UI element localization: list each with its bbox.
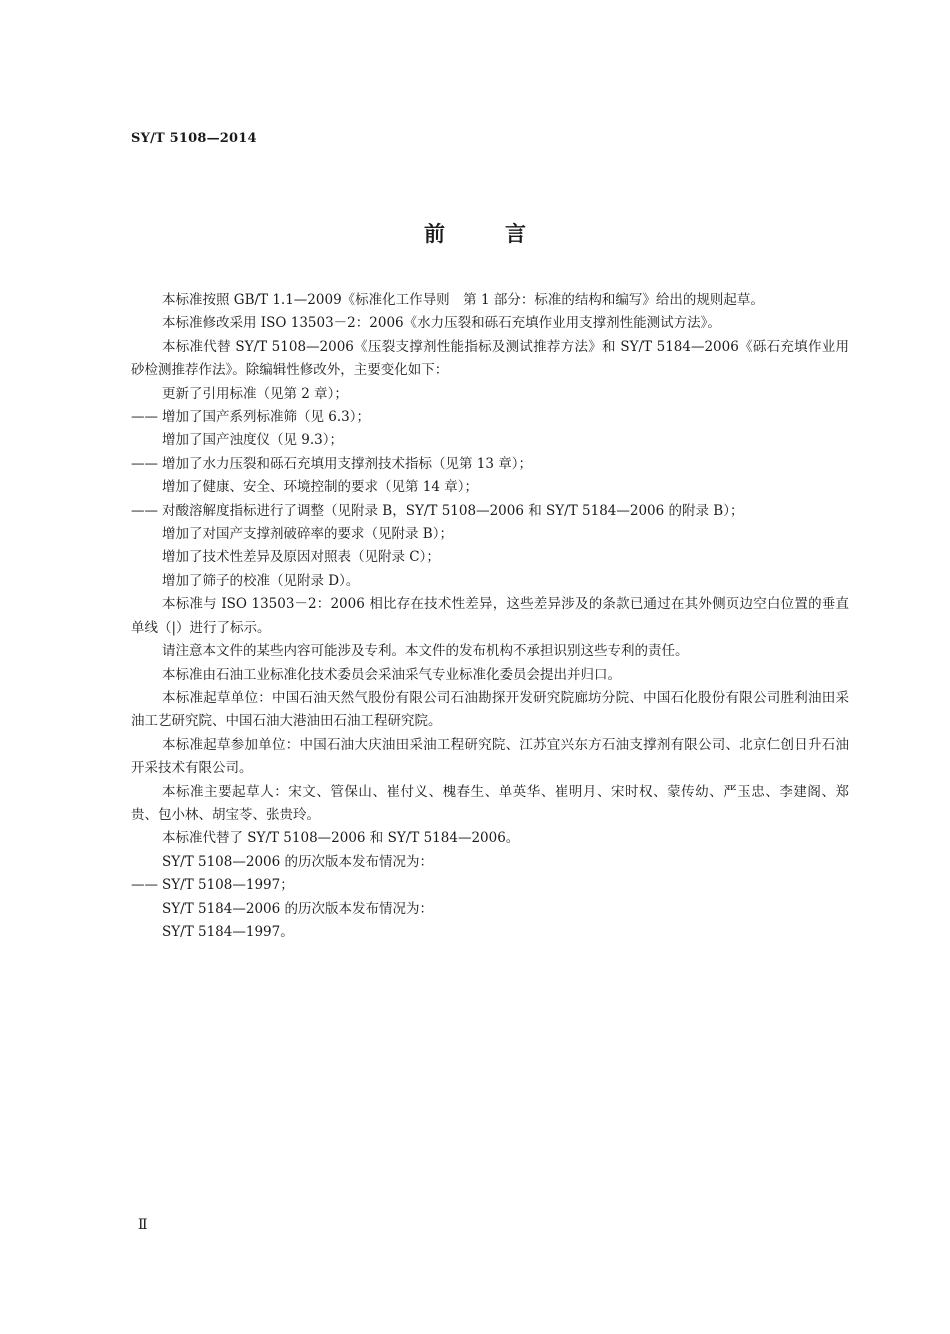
paragraph-history-5108: SY/T 5108—2006 的历次版本发布情况为：	[162, 853, 434, 870]
history-item-text: SY/T 5108—1997；	[162, 877, 294, 894]
dash-marker: ——	[131, 502, 158, 519]
paragraph-history-5184: SY/T 5184—2006 的历次版本发布情况为：	[162, 900, 434, 917]
paragraph-replacement: 本标准代替 SY/T 5108—2006《压裂支撑剂性能指标及测试推荐方法》和 SY/T 5184—2006《砾石充填作业用砂检测推荐作法》。除编辑性修改外，主要变化如下：	[131, 338, 849, 379]
paragraph-adoption: 本标准修改采用 ISO 13503－2：2006《水力压裂和砾石充填作业用支撑剂性能测试方法》。	[162, 315, 721, 332]
change-item: 增加了对国产支撑剂破碎率的要求（见附录 B）；	[162, 526, 453, 543]
change-item-text: 增加了水力压裂和砾石充填用支撑剂技术指标（见第 13 章）；	[162, 455, 533, 472]
paragraph-drafting-rules: 本标准按照 GB/T 1.1—2009《标准化工作导则 第 1 部分：标准的结构和编写》给出的规则起草。	[162, 292, 764, 308]
change-item: 增加了筛子的校准（见附录 D）。	[162, 572, 360, 589]
paragraph-drafting-units: 本标准起草单位：中国石油天然气股份有限公司石油勘探开发研究院廊坊分院、中国石化股份有限公司胜利油田采油工艺研究院、中国石油大港油田石油工程研究院。	[131, 689, 849, 730]
title-char-2: 言	[505, 222, 526, 246]
history-item	[131, 874, 849, 897]
change-item-text: 对酸溶解度指标进行了调整（见附录 B，SY/T 5108—2006 和 SY/T 5184—2006 的附录 B）；	[162, 502, 744, 519]
paragraph-drafters: 本标准主要起草人：宋文、管保山、崔付义、槐春生、单英华、崔明月、宋时权、蒙传幼、严玉忠、李建阁、郑贵、包小林、胡宝苓、张贵玲。	[131, 783, 849, 823]
paragraph-patent-notice: 请注意本文件的某些内容可能涉及专利。本文件的发布机构不承担识别这些专利的责任。	[162, 643, 689, 660]
page-number: Ⅱ	[138, 1217, 148, 1233]
change-item-text: 增加了国产系列标准筛（见 6.3）；	[162, 409, 371, 426]
paragraph-participating-units: 本标准起草参加单位：中国石油大庆油田采油工程研究院、江苏宜兴东方石油支撑剂有限公司、北京仁创日升石油开采技术有限公司。	[131, 736, 849, 777]
foreword-body	[131, 289, 849, 944]
dash-marker: ——	[131, 877, 158, 894]
change-item: 更新了引用标准（见第 2 章）；	[162, 385, 348, 402]
change-item	[131, 453, 849, 476]
change-item: 增加了健康、安全、环境控制的要求（见第 14 章）；	[162, 479, 479, 496]
change-item: 增加了国产浊度仪（见 9.3）；	[162, 432, 344, 449]
standard-code: SY/T 5108—2014	[131, 131, 257, 146]
dash-marker: ——	[131, 409, 158, 426]
paragraph-replaces: 本标准代替了 SY/T 5108—2006 和 SY/T 5184—2006。	[162, 830, 520, 847]
change-item	[131, 500, 849, 523]
paragraph-technical-differences: 本标准与 ISO 13503－2：2006 相比存在技术性差异，这些差异涉及的条款已通过在其外侧页边空白位置的垂直单线（|）进行了标示。	[131, 596, 849, 636]
change-item	[131, 406, 849, 429]
title-char-1: 前	[424, 222, 445, 246]
paragraph-proposer: 本标准由石油工业标准化技术委员会采油采气专业标准化委员会提出并归口。	[162, 666, 621, 683]
history-item: SY/T 5184—1997。	[162, 923, 294, 940]
change-item: 增加了技术性差异及原因对照表（见附录 C）；	[162, 549, 440, 566]
page-title	[0, 218, 950, 248]
dash-marker: ——	[131, 455, 158, 472]
